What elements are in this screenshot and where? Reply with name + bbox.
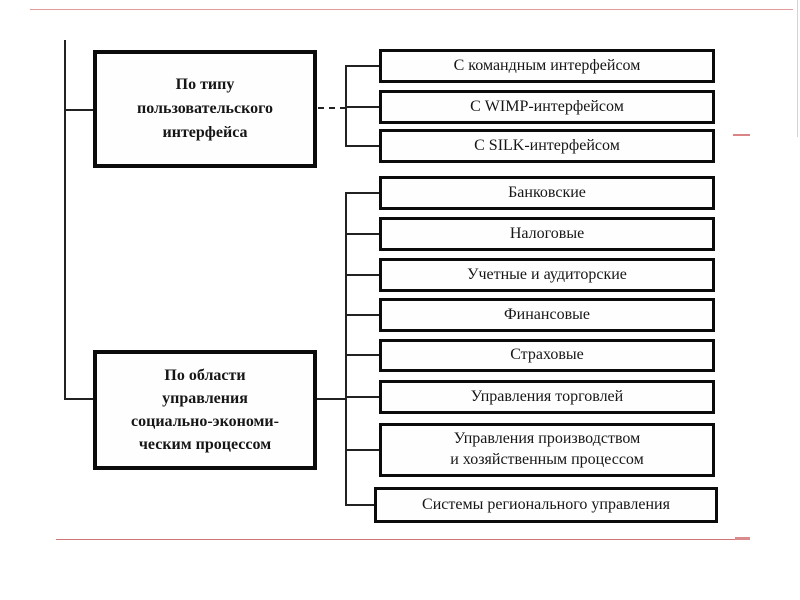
category-label-line: По области (164, 366, 246, 384)
child-box-label: Страховые (510, 346, 584, 364)
category-label-line: пользовательского (137, 100, 273, 117)
category-label-line: ческим процессом (138, 436, 272, 454)
child-box-label: С SILK-интерфейсом (474, 136, 620, 154)
child-box-label: Системы регионального управления (422, 495, 670, 513)
branch-stub (345, 274, 379, 276)
dashed-connector-interface (318, 107, 346, 109)
category-box-management-domain (93, 350, 317, 470)
child-box-label: Учетные и аудиторские (467, 265, 627, 283)
child-box-label: Налоговые (509, 224, 585, 242)
child-box-banking (379, 176, 715, 210)
branch-stub (345, 145, 380, 147)
child-box-command-interface (379, 49, 715, 83)
category-label-line: По типу (175, 76, 235, 93)
child-box-production-management (379, 423, 715, 477)
child-box-financial (379, 298, 715, 332)
branch-stub (345, 106, 380, 108)
bottom-accent-dash (735, 537, 750, 540)
bottom-accent-line (56, 539, 747, 540)
child-box-label: С командным интерфейсом (453, 56, 641, 74)
child-box-label: С WIMP-интерфейсом (470, 97, 624, 115)
category-box-interface-type (93, 50, 317, 168)
branch-stub (345, 65, 380, 67)
child-box-label: и хозяйственным процессом (450, 451, 644, 468)
child-box-tax (379, 217, 715, 251)
category-label-line: управления (162, 389, 248, 407)
stub-to-interface-box (64, 109, 95, 111)
right-edge-scan-line (797, 0, 798, 137)
branch-stub (345, 354, 379, 356)
child-box-silk-interface (379, 129, 715, 163)
child-box-trade-management (379, 380, 715, 414)
branch-stub (345, 233, 379, 235)
stub-to-domain-box (64, 398, 95, 400)
child-box-insurance (379, 339, 715, 372)
child-box-label: Банковские (508, 183, 586, 201)
child-box-label: Финансовые (504, 305, 590, 323)
branch-stub (345, 396, 379, 398)
branch-stub (345, 314, 379, 316)
child-box-label: Управления торговлей (470, 387, 624, 405)
child-box-wimp-interface (379, 90, 715, 124)
branch-stub (345, 449, 379, 451)
left-trunk-line (64, 40, 66, 400)
branch-trunk-domain (345, 192, 347, 506)
category-label-line: социально-экономи- (131, 413, 279, 430)
connector-domain-to-branch (317, 398, 345, 400)
branch-stub (345, 504, 374, 506)
child-box-accounting-audit (379, 258, 715, 292)
category-label-line: интерфейса (162, 124, 248, 141)
top-accent-line (30, 9, 793, 10)
child-box-label: Управления производством (453, 430, 641, 448)
branch-stub (345, 192, 379, 194)
right-accent-dash (733, 134, 750, 136)
child-box-regional-management (374, 487, 718, 523)
